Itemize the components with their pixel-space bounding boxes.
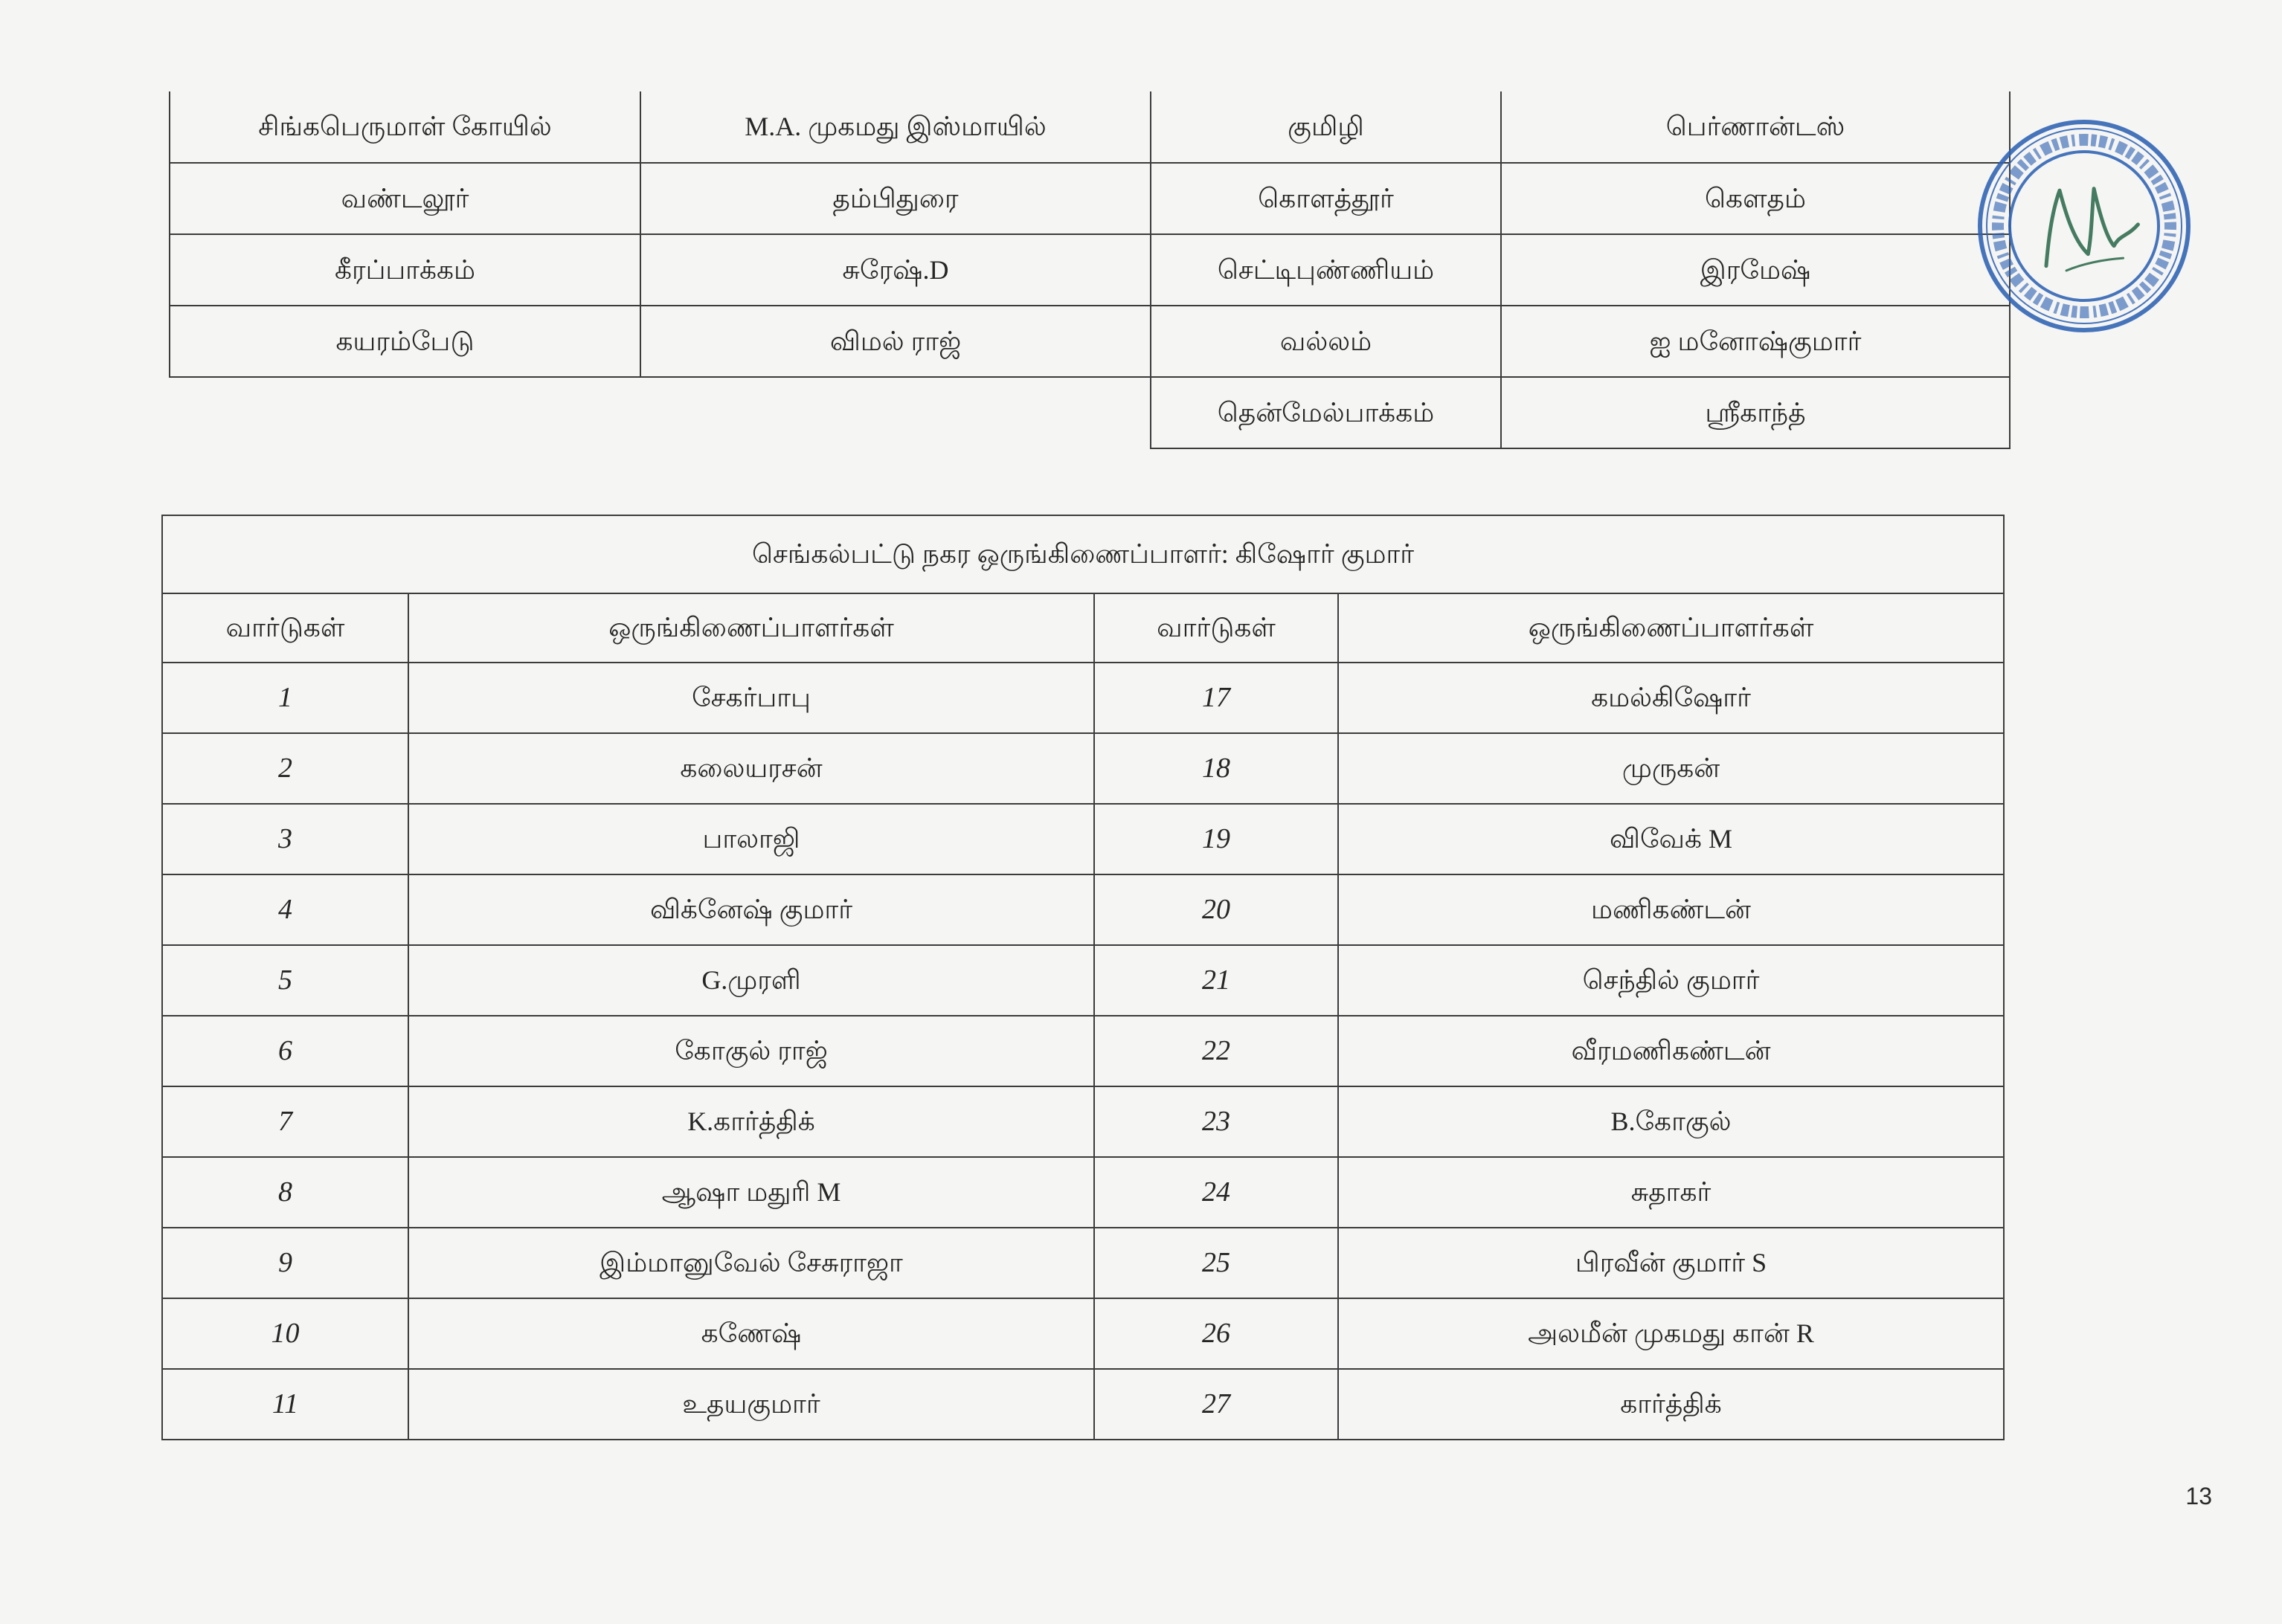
- coordinator-cell: இரமேஷ்: [1501, 234, 2010, 306]
- coordinator-cell: கலையரசன்: [408, 733, 1094, 804]
- table-row: [170, 163, 2010, 234]
- table-title: செங்கல்பட்டு நகர ஒருங்கிணைப்பாளர்: கிஷோர் குமார்: [162, 515, 2004, 593]
- coordinator-cell: கௌதம்: [1501, 163, 2010, 234]
- coordinator-cell: விவேக் M: [1338, 804, 2004, 874]
- coordinator-cell: சேகர்பாபு: [408, 663, 1094, 733]
- seal-lettering-band: [1987, 129, 2182, 323]
- signature: [2036, 180, 2141, 265]
- coordinator-cell: கோகுல் ராஜ்: [408, 1016, 1094, 1086]
- ward-coordinator-table: [161, 515, 2005, 1440]
- coordinator-cell: பெர்ணான்டஸ்: [1501, 91, 2010, 163]
- place-cell: தென்மேல்பாக்கம்: [1151, 377, 1501, 448]
- coordinator-cell: உதயகுமார்: [408, 1369, 1094, 1440]
- ward-number-cell: 22: [1094, 1016, 1338, 1086]
- page-number: 13: [2185, 1483, 2212, 1509]
- ward-number-cell: 10: [162, 1298, 408, 1369]
- coordinator-cell: பாலாஜி: [408, 804, 1094, 874]
- official-seal: [1958, 100, 2211, 352]
- ward-number-cell: 19: [1094, 804, 1338, 874]
- table-row: [162, 1157, 2004, 1228]
- coordinator-cell: M.A. முகமது இஸ்மாயில்: [640, 91, 1151, 163]
- column-header-coordinators: ஒருங்கிணைப்பாளர்கள்: [408, 593, 1094, 663]
- table-row: [162, 733, 2004, 804]
- coordinator-cell: ஆஷா மதுரி M: [408, 1157, 1094, 1228]
- signature-underline: [2066, 257, 2124, 271]
- ward-number-cell: 25: [1094, 1228, 1338, 1298]
- coordinator-cell: செந்தில் குமார்: [1338, 945, 2004, 1016]
- ward-number-cell: 17: [1094, 663, 1338, 733]
- coordinator-cell: பிரவீன் குமார் S: [1338, 1228, 2004, 1298]
- ward-number-cell: 9: [162, 1228, 408, 1298]
- table-row: [162, 1369, 2004, 1440]
- coordinator-cell: K.கார்த்திக்: [408, 1086, 1094, 1157]
- coordinator-cell: B.கோகுல்: [1338, 1086, 2004, 1157]
- coordinator-cell: மணிகண்டன்: [1338, 874, 2004, 945]
- ward-number-cell: 23: [1094, 1086, 1338, 1157]
- ward-number-cell: 6: [162, 1016, 408, 1086]
- place-cell: கயரம்பேடு: [170, 306, 640, 377]
- ward-number-cell: 27: [1094, 1369, 1338, 1440]
- table-row: [170, 306, 2010, 377]
- coordinator-cell: தம்பிதுரை: [640, 163, 1151, 234]
- ward-number-cell: 24: [1094, 1157, 1338, 1228]
- ward-number-cell: 8: [162, 1157, 408, 1228]
- ward-number-cell: 5: [162, 945, 408, 1016]
- table-row: [162, 945, 2004, 1016]
- column-header-wards: வார்டுகள்: [1094, 593, 1338, 663]
- coordinator-cell: சுதாகர்: [1338, 1157, 2004, 1228]
- ward-number-cell: 18: [1094, 733, 1338, 804]
- ward-number-cell: 26: [1094, 1298, 1338, 1369]
- ward-number-cell: 4: [162, 874, 408, 945]
- table-row: [162, 804, 2004, 874]
- ward-number-cell: 1: [162, 663, 408, 733]
- coordinator-cell: அலமீன் முகமது கான் R: [1338, 1298, 2004, 1369]
- coordinator-cell: இம்மானுவேல் சேசுராஜா: [408, 1228, 1094, 1298]
- place-cell: கீரப்பாக்கம்: [170, 234, 640, 306]
- ward-number-cell: 7: [162, 1086, 408, 1157]
- coordinator-cell: G.முரளி: [408, 945, 1094, 1016]
- table-row: [162, 663, 2004, 733]
- place-cell: குமிழி: [1151, 91, 1501, 163]
- coordinator-cell: விக்னேஷ் குமார்: [408, 874, 1094, 945]
- coordinator-cell: ஸ்ரீகாந்த்: [1501, 377, 2010, 448]
- place-cell: செட்டிபுண்ணியம்: [1151, 234, 1501, 306]
- empty-cell: [170, 377, 1151, 448]
- coordinator-cell: கணேஷ்: [408, 1298, 1094, 1369]
- seal-outer-thin-ring: [1974, 116, 2194, 336]
- table-header-row: [162, 593, 2004, 663]
- place-cell: வல்லம்: [1151, 306, 1501, 377]
- table-row: [162, 874, 2004, 945]
- table-row: [170, 91, 2010, 163]
- table-row: [162, 1016, 2004, 1086]
- top-coordinator-table: [169, 91, 2011, 449]
- coordinator-cell: வீரமணிகண்டன்: [1338, 1016, 2004, 1086]
- column-header-coordinators: ஒருங்கிணைப்பாளர்கள்: [1338, 593, 2004, 663]
- coordinator-cell: கார்த்திக்: [1338, 1369, 2004, 1440]
- coordinator-cell: முருகன்: [1338, 733, 2004, 804]
- place-cell: கொளத்தூர்: [1151, 163, 1501, 234]
- table-title-row: [162, 515, 2004, 593]
- coordinator-cell: ஐ மனோஷ்குமார்: [1501, 306, 2010, 377]
- coordinator-cell: விமல் ராஜ்: [640, 306, 1151, 377]
- coordinator-cell: சுரேஷ்.D: [640, 234, 1151, 306]
- place-cell: சிங்கபெருமாள் கோயில்: [170, 91, 640, 163]
- table-row: [162, 1086, 2004, 1157]
- column-header-wards: வார்டுகள்: [162, 593, 408, 663]
- table-row: [170, 377, 2010, 448]
- ward-number-cell: 2: [162, 733, 408, 804]
- place-cell: வண்டலூர்: [170, 163, 640, 234]
- table-row: [162, 1228, 2004, 1298]
- ward-number-cell: 11: [162, 1369, 408, 1440]
- table-row: [162, 1298, 2004, 1369]
- coordinator-cell: கமல்கிஷோர்: [1338, 663, 2004, 733]
- ward-number-cell: 3: [162, 804, 408, 874]
- ward-number-cell: 21: [1094, 945, 1338, 1016]
- ward-number-cell: 20: [1094, 874, 1338, 945]
- table-row: [170, 234, 2010, 306]
